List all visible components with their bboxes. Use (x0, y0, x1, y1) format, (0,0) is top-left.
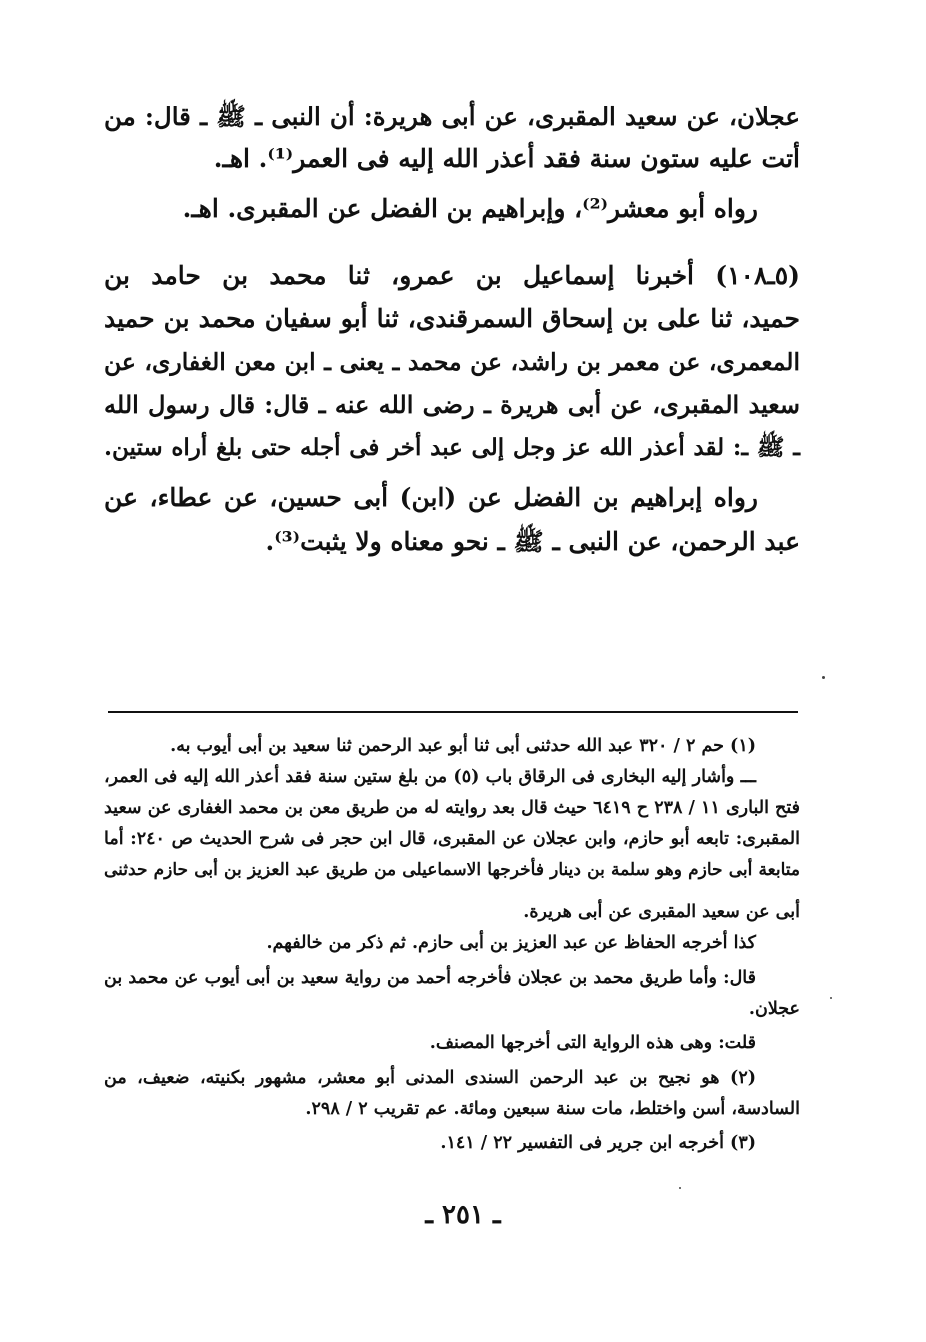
footnote-line-8: قال: وأما طريق محمد بن عجلان فأخرجه أحمد من رواية سعيد بن أبى أيوب عن محمد بن (104, 968, 756, 988)
main-text-line-1: عجلان، عن سعيد المقبرى، عن أبى هريرة: أن النبى ـ ﷺ ـ قال: من (104, 102, 800, 131)
main-text-line-3: رواه أبو معشر⁽²⁾، وإبراهيم بن الفضل عن المقبرى. اهـ. (182, 194, 758, 223)
footnote-separator (108, 711, 798, 713)
hadith-108-line-5: ـ ﷺ ـ: لقد أعذر الله عز وجل إلى عبد أخر فى أجله حتى بلغ أراه ستين. (104, 434, 800, 461)
hadith-108-line-6: رواه إبراهيم بن الفضل عن (ابن) أبى حسين، عن عطاء، عن (104, 483, 758, 512)
hadith-108-line-1: (٥ـ١٠٨) أخبرنا إسماعيل بن عمرو، ثنا محمد بن حامد بن (104, 261, 800, 290)
hadith-108-line-4: سعيد المقبرى، عن أبى هريرة ـ رضى الله عنه ـ قال: قال رسول الله (104, 390, 800, 419)
footnote-line-13: (٣) أخرجه ابن جرير فى التفسير ٢٢ / ١٤١. (440, 1133, 756, 1153)
page-number: ـ ٢٥١ ـ (425, 1200, 501, 1230)
main-text-line-2: أتت عليه ستون سنة فقد أعذر الله إليه فى العمر⁽¹⁾. اهـ. (213, 144, 800, 173)
footnote-line-10: قلت: وهى هذه الرواية التى أخرجها المصنف. (429, 1033, 756, 1053)
page-speck (830, 997, 832, 999)
page-speck (822, 676, 825, 679)
footnote-line-7: كذا أخرجه الحفاظ عن عبد العزيز بن أبى حازم. ثم ذكر من خالفهم. (266, 933, 756, 953)
footnote-line-4: المقبرى: تابعه أبو حازم، وابن عجلان عن المقبرى، قال ابن حجر فى شرح الحديث ص ٢٤٠: أما (104, 829, 801, 849)
hadith-108-line-7: عبد الرحمن، عن النبى ـ ﷺ ـ نحو معناه ولا يثبت⁽³⁾. (265, 527, 800, 556)
hadith-108-line-3: المعمرى، عن معمر بن راشد، عن محمد ـ يعنى ـ ابن معن الغفارى، عن (104, 348, 800, 376)
hadith-108-line-2: حميد، ثنا على بن إسحاق السمرقندى، ثنا أبو سفيان محمد بن حميد (104, 304, 800, 333)
footnote-line-3: فتح البارى ١١ / ٢٣٨ ح ٦٤١٩ حيث قال بعد روايته له من طريق معن بن محمد الغفارى عن سعيد (104, 798, 800, 818)
footnote-line-6: أبى عن سعيد المقبرى عن أبى هريرة. (523, 902, 800, 922)
footnote-line-11: (٢) هو نجيح بن عبد الرحمن السندى المدنى أبو معشر، مشهور بكنيته، ضعيف، من (104, 1068, 756, 1088)
footnote-line-1: (١) حم ٢ / ٣٢٠ عبد الله حدثنى أبى ثنا أبو عبد الرحمن ثنا سعيد بن أبى أيوب به. (170, 736, 756, 756)
footnote-line-2: ـــ وأشار إليه البخارى فى الرقاق باب (٥) من بلغ ستين سنة فقد أعذر الله إليه فى العمر، (104, 767, 756, 787)
footnote-line-9: عجلان. (748, 999, 800, 1019)
footnote-line-12: السادسة، أسن واختلط، مات سنة سبعين ومائة. عم تقريب ٢ / ٢٩٨. (305, 1099, 800, 1119)
page-speck (679, 1187, 681, 1189)
footnote-line-5: متابعة أبى حازم وهو سلمة بن دينار فأخرجها الاسماعيلى من طريق عبد العزيز بن أبى حازم حدثنى (104, 860, 800, 880)
